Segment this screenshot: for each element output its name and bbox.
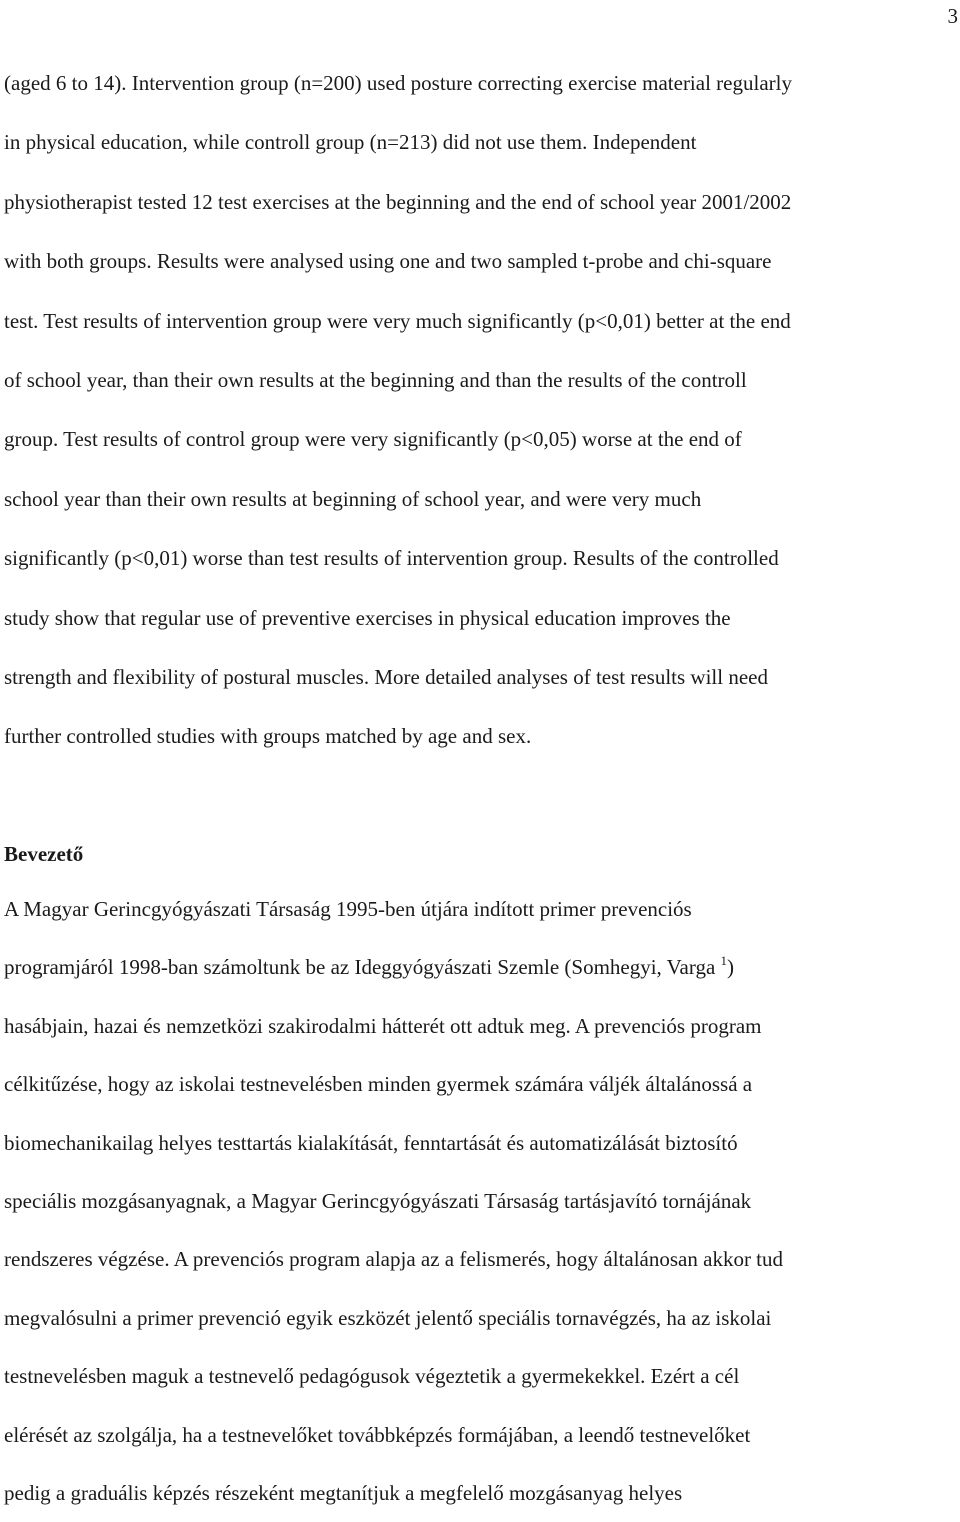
abstract-line: school year than their own results at beginning of school year, and were very much [4,486,702,511]
section-heading: Bevezető [4,842,84,866]
intro-line: biomechanikailag helyes testtartás kialakítását, fenntartását és automatizálását biztosító [4,1130,738,1155]
reference-superscript: 1 [720,953,728,969]
abstract-line: strength and flexibility of postural muscles. More detailed analyses of test results will need [4,665,768,690]
intro-line: A Magyar Gerincgyógyászati Társaság 1995-ben útjára indított primer prevenciós [4,897,692,921]
abstract-line: in physical education, while controll group (n=213) did not use them. Independent [4,130,697,155]
intro-line: testnevelésben maguk a testnevelő pedagógusok végeztetik a gyermekekkel. Ezért a cél [4,1364,740,1389]
abstract-line: further controlled studies with groups matched by age and sex. [4,724,532,749]
intro-line: rendszeres végzése. A prevenciós program alapja az a felismerés, hogy általánosan akkor tud [4,1247,784,1272]
abstract-line: group. Test results of control group were very significantly (p<0,05) worse at the end of [4,427,742,452]
abstract-line: study show that regular use of preventive exercises in physical education improves the [4,605,731,630]
intro-line-text: ) [727,955,735,980]
intro-line: elérését az szolgálja, ha a testnevelőket továbbképzés formájában, a leendő testnevelőket [4,1422,751,1447]
intro-line: speciális mozgásanyagnak, a Magyar Gerincgyógyászati Társaság tartásjavító tornájának [4,1189,752,1214]
intro-line-with-reference [4,938,960,996]
intro-line-text: programjáról 1998-ban számoltunk be az Ideggyógyászati Szemle (Somhegyi, Varga [4,955,721,980]
page-number: 3 [947,4,958,28]
abstract-line: of school year, than their own results at the beginning and than the results of the controll [4,368,747,393]
abstract-line: with both groups. Results were analysed using one and two sampled t-probe and chi-square [4,249,772,274]
intro-paragraph [4,880,960,1522]
abstract-line: significantly (p<0,01) worse than test results of intervention group. Results of the controlled [4,546,779,571]
abstract-line: (aged 6 to 14). Intervention group (n=200) used posture correcting exercise material regularly [4,71,792,95]
intro-line: pedig a graduális képzés részeként megtanítjuk a megfelelő mozgásanyag helyes [4,1481,683,1506]
abstract-line: test. Test results of intervention group were very much significantly (p<0,01) better at the end [4,308,791,333]
intro-line: megvalósulni a primer prevenció egyik eszközét jelentő speciális tornavégzés, ha az iskolai [4,1305,772,1330]
abstract-line: physiotherapist tested 12 test exercises at the beginning and the end of school year 2001/2002 [4,189,792,214]
intro-line: célkitűzése, hogy az iskolai testnevelésben minden gyermek számára váljék általánossá a [4,1072,753,1097]
intro-line: hasábjain, hazai és nemzetközi szakirodalmi hátterét ott adtuk meg. A prevenciós program [4,1013,762,1038]
abstract-paragraph [4,54,960,767]
